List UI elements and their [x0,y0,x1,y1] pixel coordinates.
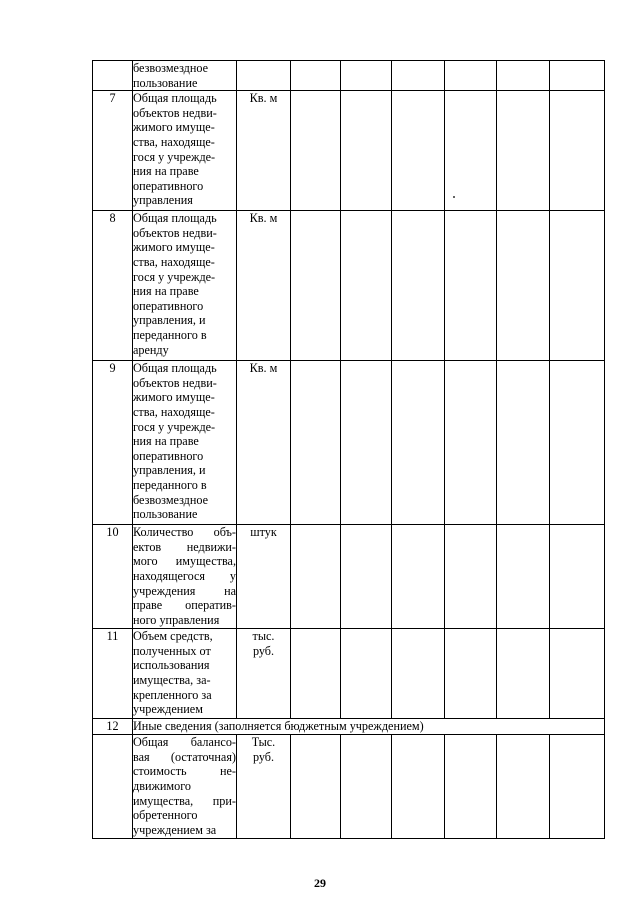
desc-line: гося у учрежде- [133,269,216,284]
data-table [92,60,605,839]
value-cell [392,361,445,525]
table-row [93,361,605,525]
value-cell [392,91,445,211]
row-unit: Кв. м [237,211,291,361]
value-cell [341,91,392,211]
value-cell [341,525,392,629]
row-number: 9 [93,361,133,525]
desc-line: полученных от [133,643,211,658]
row-description [133,735,237,839]
desc-line: ния на праве [133,434,199,449]
value-cell [341,735,392,839]
table-row [93,719,605,735]
desc-line: жимого имуще- [133,120,215,135]
value-cell [497,629,550,719]
value-cell [392,735,445,839]
desc-line: безвозмездное [133,492,209,507]
value-cell [497,211,550,361]
value-cell [341,629,392,719]
value-cell [550,211,605,361]
desc-line: жимого имуще- [133,390,215,405]
value-cell [291,361,341,525]
value-cell [550,735,605,839]
value-cell [291,629,341,719]
value-cell [550,525,605,629]
desc-line: учреждением [133,702,203,717]
desc-line: обретенного [133,808,198,823]
row-description [133,361,237,525]
desc-line: имущества, за- [133,672,211,687]
desc-line: ния на праве [133,284,199,299]
desc-line: оперативного [133,448,204,463]
desc-line: ства, находяще- [133,404,215,419]
value-cell [445,61,497,91]
desc-line: находящегося у [133,568,236,583]
row-unit: Кв. м [237,91,291,211]
row-unit: Кв. м [237,361,291,525]
row-number: 8 [93,211,133,361]
desc-line: пользование [133,507,198,522]
table-row [93,61,605,91]
desc-line: переданного в [133,477,207,492]
desc-line: стоимость не- [133,764,236,779]
row-unit: штук [237,525,291,629]
desc-line: крепленного за [133,687,212,702]
value-cell [497,525,550,629]
page-number: 29 [314,876,326,890]
desc-line: ектов недвижи- [133,539,236,554]
table-row [93,211,605,361]
desc-line: использования [133,658,210,673]
row-number: 11 [93,629,133,719]
desc-line: Объем средств, [133,629,213,644]
stray-dot [453,196,455,198]
value-cell [341,361,392,525]
desc-line: ного управления [133,612,220,627]
row-number [93,61,133,91]
row-description [133,211,237,361]
value-cell [392,61,445,91]
value-cell [291,61,341,91]
desc-line: Общая балансо- [133,735,236,750]
desc-line: вая (остаточная) [133,749,236,764]
value-cell [445,629,497,719]
desc-line: праве оператив- [133,598,236,613]
value-cell [497,361,550,525]
desc-line: ства, находяще- [133,134,215,149]
desc-line: гося у учрежде- [133,419,216,434]
value-cell [445,735,497,839]
desc-line: учреждением за [133,822,217,837]
desc-line: управления, и [133,463,206,478]
desc-line: Общая площадь [133,211,217,226]
value-cell [341,61,392,91]
desc-line: управления [133,193,193,208]
row-description [133,629,237,719]
desc-line: объектов недви- [133,105,217,120]
table-row [93,735,605,839]
desc-line: жимого имуще- [133,240,215,255]
row-description [133,525,237,629]
desc-line: движимого [133,778,192,793]
desc-line: объектов недви- [133,375,217,390]
desc-line: мого имущества, [133,554,236,569]
value-cell [550,91,605,211]
desc-line: оперативного [133,298,204,313]
row-number: 7 [93,91,133,211]
value-cell [550,629,605,719]
desc-line: Общая площадь [133,91,217,106]
desc-line: ства, находяще- [133,254,215,269]
desc-line: имущества, при- [133,793,236,808]
desc-line: объектов недви- [133,225,217,240]
row-number: 10 [93,525,133,629]
desc-line: оперативного [133,178,204,193]
value-cell [291,525,341,629]
row-unit: Тыс. руб. [237,735,291,839]
value-cell [497,735,550,839]
value-cell [291,735,341,839]
desc-line: пользование [133,75,198,90]
table-row [93,525,605,629]
value-cell [445,211,497,361]
desc-line: аренду [133,342,169,357]
row-description [133,91,237,211]
table-row [93,629,605,719]
desc-line: Количество объ- [133,525,236,540]
desc-line: гося у учрежде- [133,149,216,164]
desc-line: управления, и [133,313,206,328]
value-cell [445,361,497,525]
row-number [93,735,133,839]
value-cell [497,91,550,211]
value-cell [497,61,550,91]
value-cell [392,629,445,719]
value-cell [550,61,605,91]
section-heading: Иные сведения (заполняется бюджетным учреждением) [133,719,605,735]
row-unit [237,61,291,91]
value-cell [445,91,497,211]
value-cell [392,525,445,629]
value-cell [291,91,341,211]
value-cell [341,211,392,361]
value-cell [291,211,341,361]
desc-line: ния на праве [133,164,199,179]
row-number: 12 [93,719,133,735]
desc-line: Общая площадь [133,361,217,376]
row-description [133,61,237,91]
value-cell [445,525,497,629]
row-unit: тыс. руб. [237,629,291,719]
desc-line: учреждения на [133,583,236,598]
desc-line: безвозмездное [133,61,209,75]
desc-line: переданного в [133,327,207,342]
value-cell [392,211,445,361]
table-row [93,91,605,211]
value-cell [550,361,605,525]
